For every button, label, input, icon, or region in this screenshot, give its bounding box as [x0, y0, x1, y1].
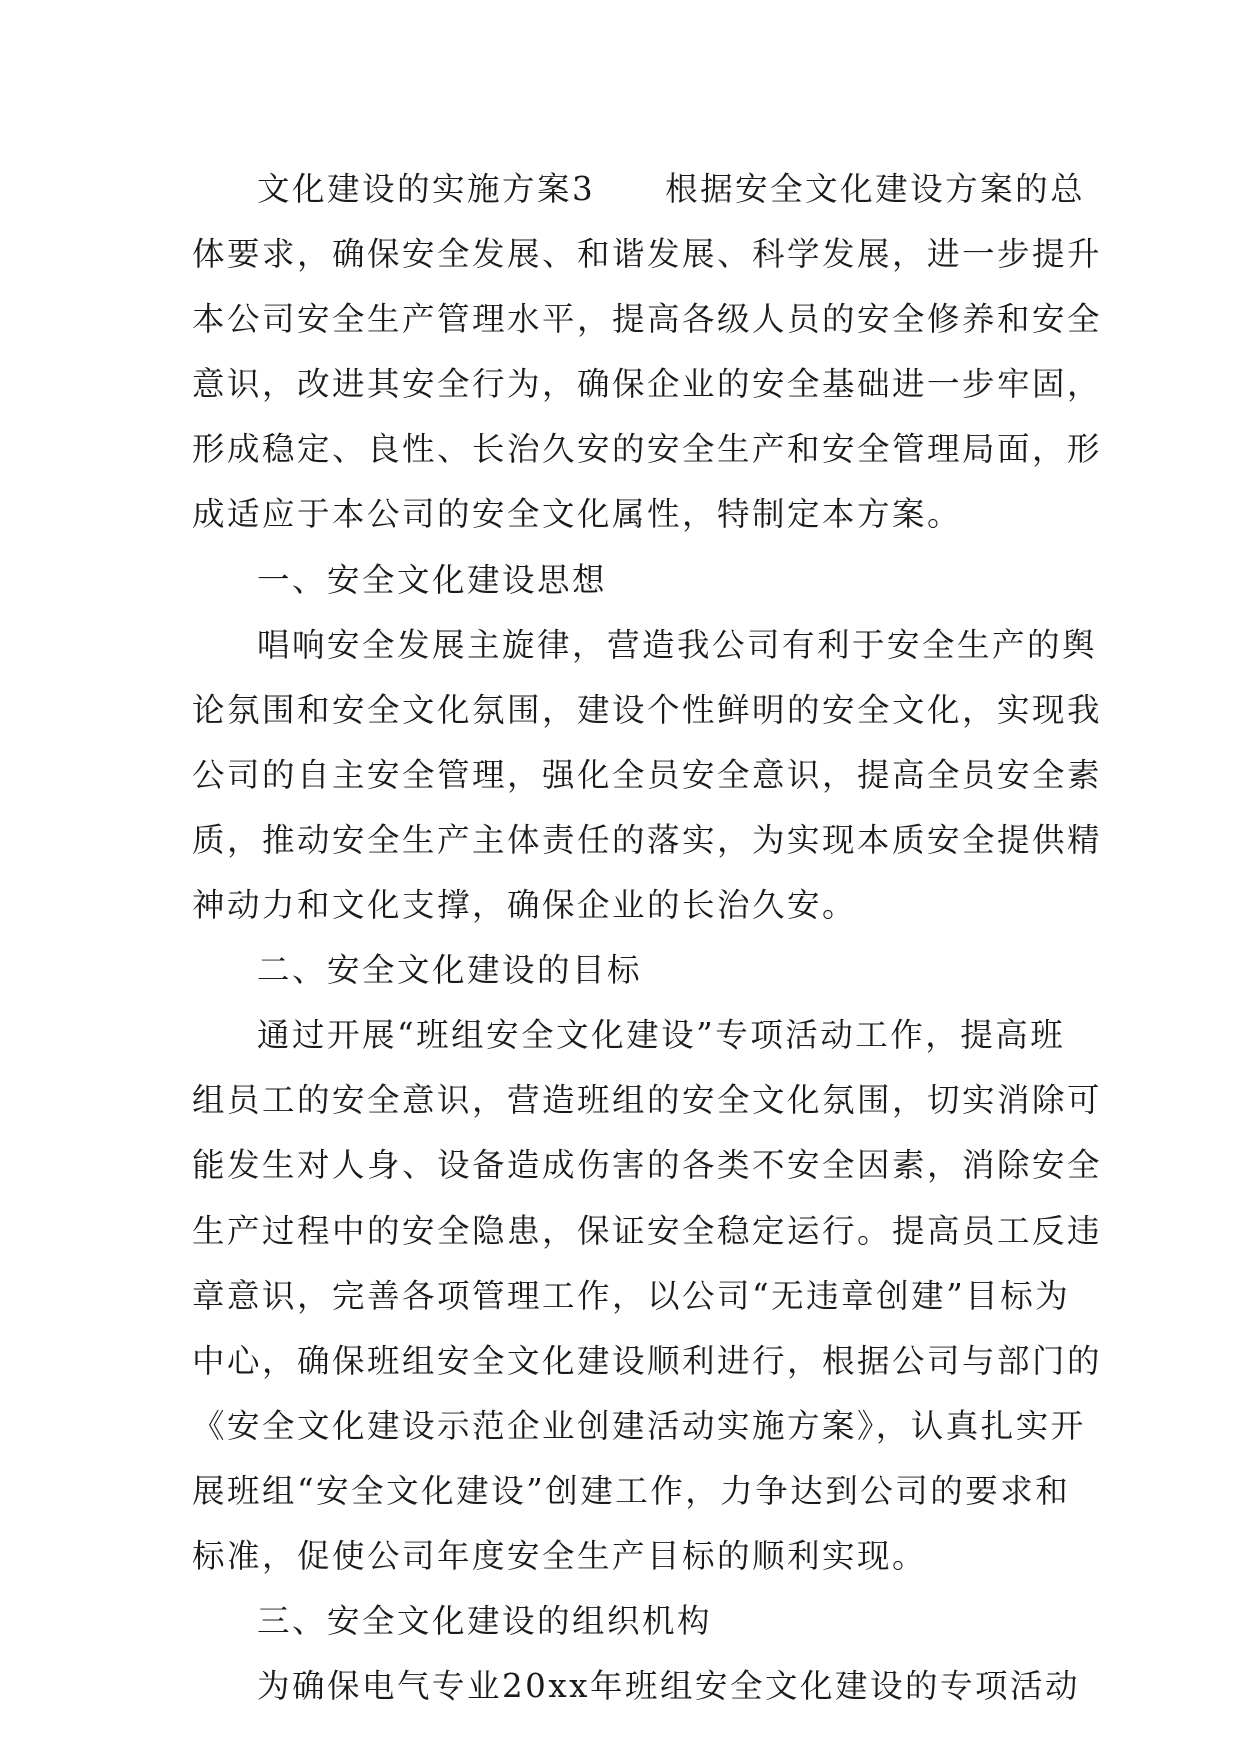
- paragraph-line: 《安全文化建设示范企业创建活动实施方案》，认真扎实开: [192, 1406, 1086, 1445]
- paragraph-line: 体要求，确保安全发展、和谐发展、科学发展，进一步提升: [192, 235, 1103, 274]
- paragraph-line: 标准，促使公司年度安全生产目标的顺利实现。: [192, 1536, 928, 1575]
- paragraph-line: 章意识，完善各项管理工作，以公司“无违章创建”目标为: [192, 1276, 1071, 1315]
- paragraph-line: 通过开展“班组安全文化建设”专项活动工作，提高班: [257, 1016, 1066, 1055]
- paragraph-line: 中心，确保班组安全文化建设顺利进行，根据公司与部门的: [192, 1341, 1103, 1380]
- document-body: [192, 157, 1103, 1719]
- paragraph-line: 意识，改进其安全行为，确保企业的安全基础进一步牢固，: [192, 365, 1103, 404]
- paragraph-line: 公司的自主安全管理，强化全员安全意识，提高全员安全素: [192, 755, 1103, 794]
- paragraph-line: 形成稳定、良性、长治久安的安全生产和安全管理局面，形: [192, 430, 1103, 469]
- paragraph-line: 论氛围和安全文化氛围，建设个性鲜明的安全文化，实现我: [192, 690, 1103, 729]
- paragraph-line: 质，推动安全生产主体责任的落实，为实现本质安全提供精: [192, 820, 1103, 859]
- section-heading: 二、安全文化建设的目标: [257, 951, 643, 990]
- section-heading: 三、安全文化建设的组织机构: [257, 1602, 713, 1641]
- section-heading: 一、安全文化建设思想: [257, 560, 608, 599]
- paragraph-line: 组员工的安全意识，营造班组的安全文化氛围，切实消除可: [192, 1081, 1103, 1120]
- paragraph-line: 生产过程中的安全隐患，保证安全稳定运行。提高员工反违: [192, 1211, 1103, 1250]
- paragraph-line: 成适应于本公司的安全文化属性，特制定本方案。: [192, 495, 963, 534]
- paragraph-line: 展班组“安全文化建设”创建工作，力争达到公司的要求和: [192, 1471, 1071, 1510]
- paragraph-line: 文化建设的实施方案3 根据安全文化建设方案的总: [257, 170, 1086, 208]
- paragraph-line: 唱响安全发展主旋律，营造我公司有利于安全生产的舆: [257, 625, 1098, 664]
- paragraph-line: 能发生对人身、设备造成伤害的各类不安全因素，消除安全: [192, 1146, 1103, 1185]
- paragraph-line: 神动力和文化支撑，确保企业的长治久安。: [192, 886, 858, 925]
- paragraph-line: 为确保电气专业20xx年班组安全文化建设的专项活动: [257, 1667, 1081, 1706]
- paragraph-line: 本公司安全生产管理水平，提高各级人员的安全修养和安全: [192, 300, 1103, 339]
